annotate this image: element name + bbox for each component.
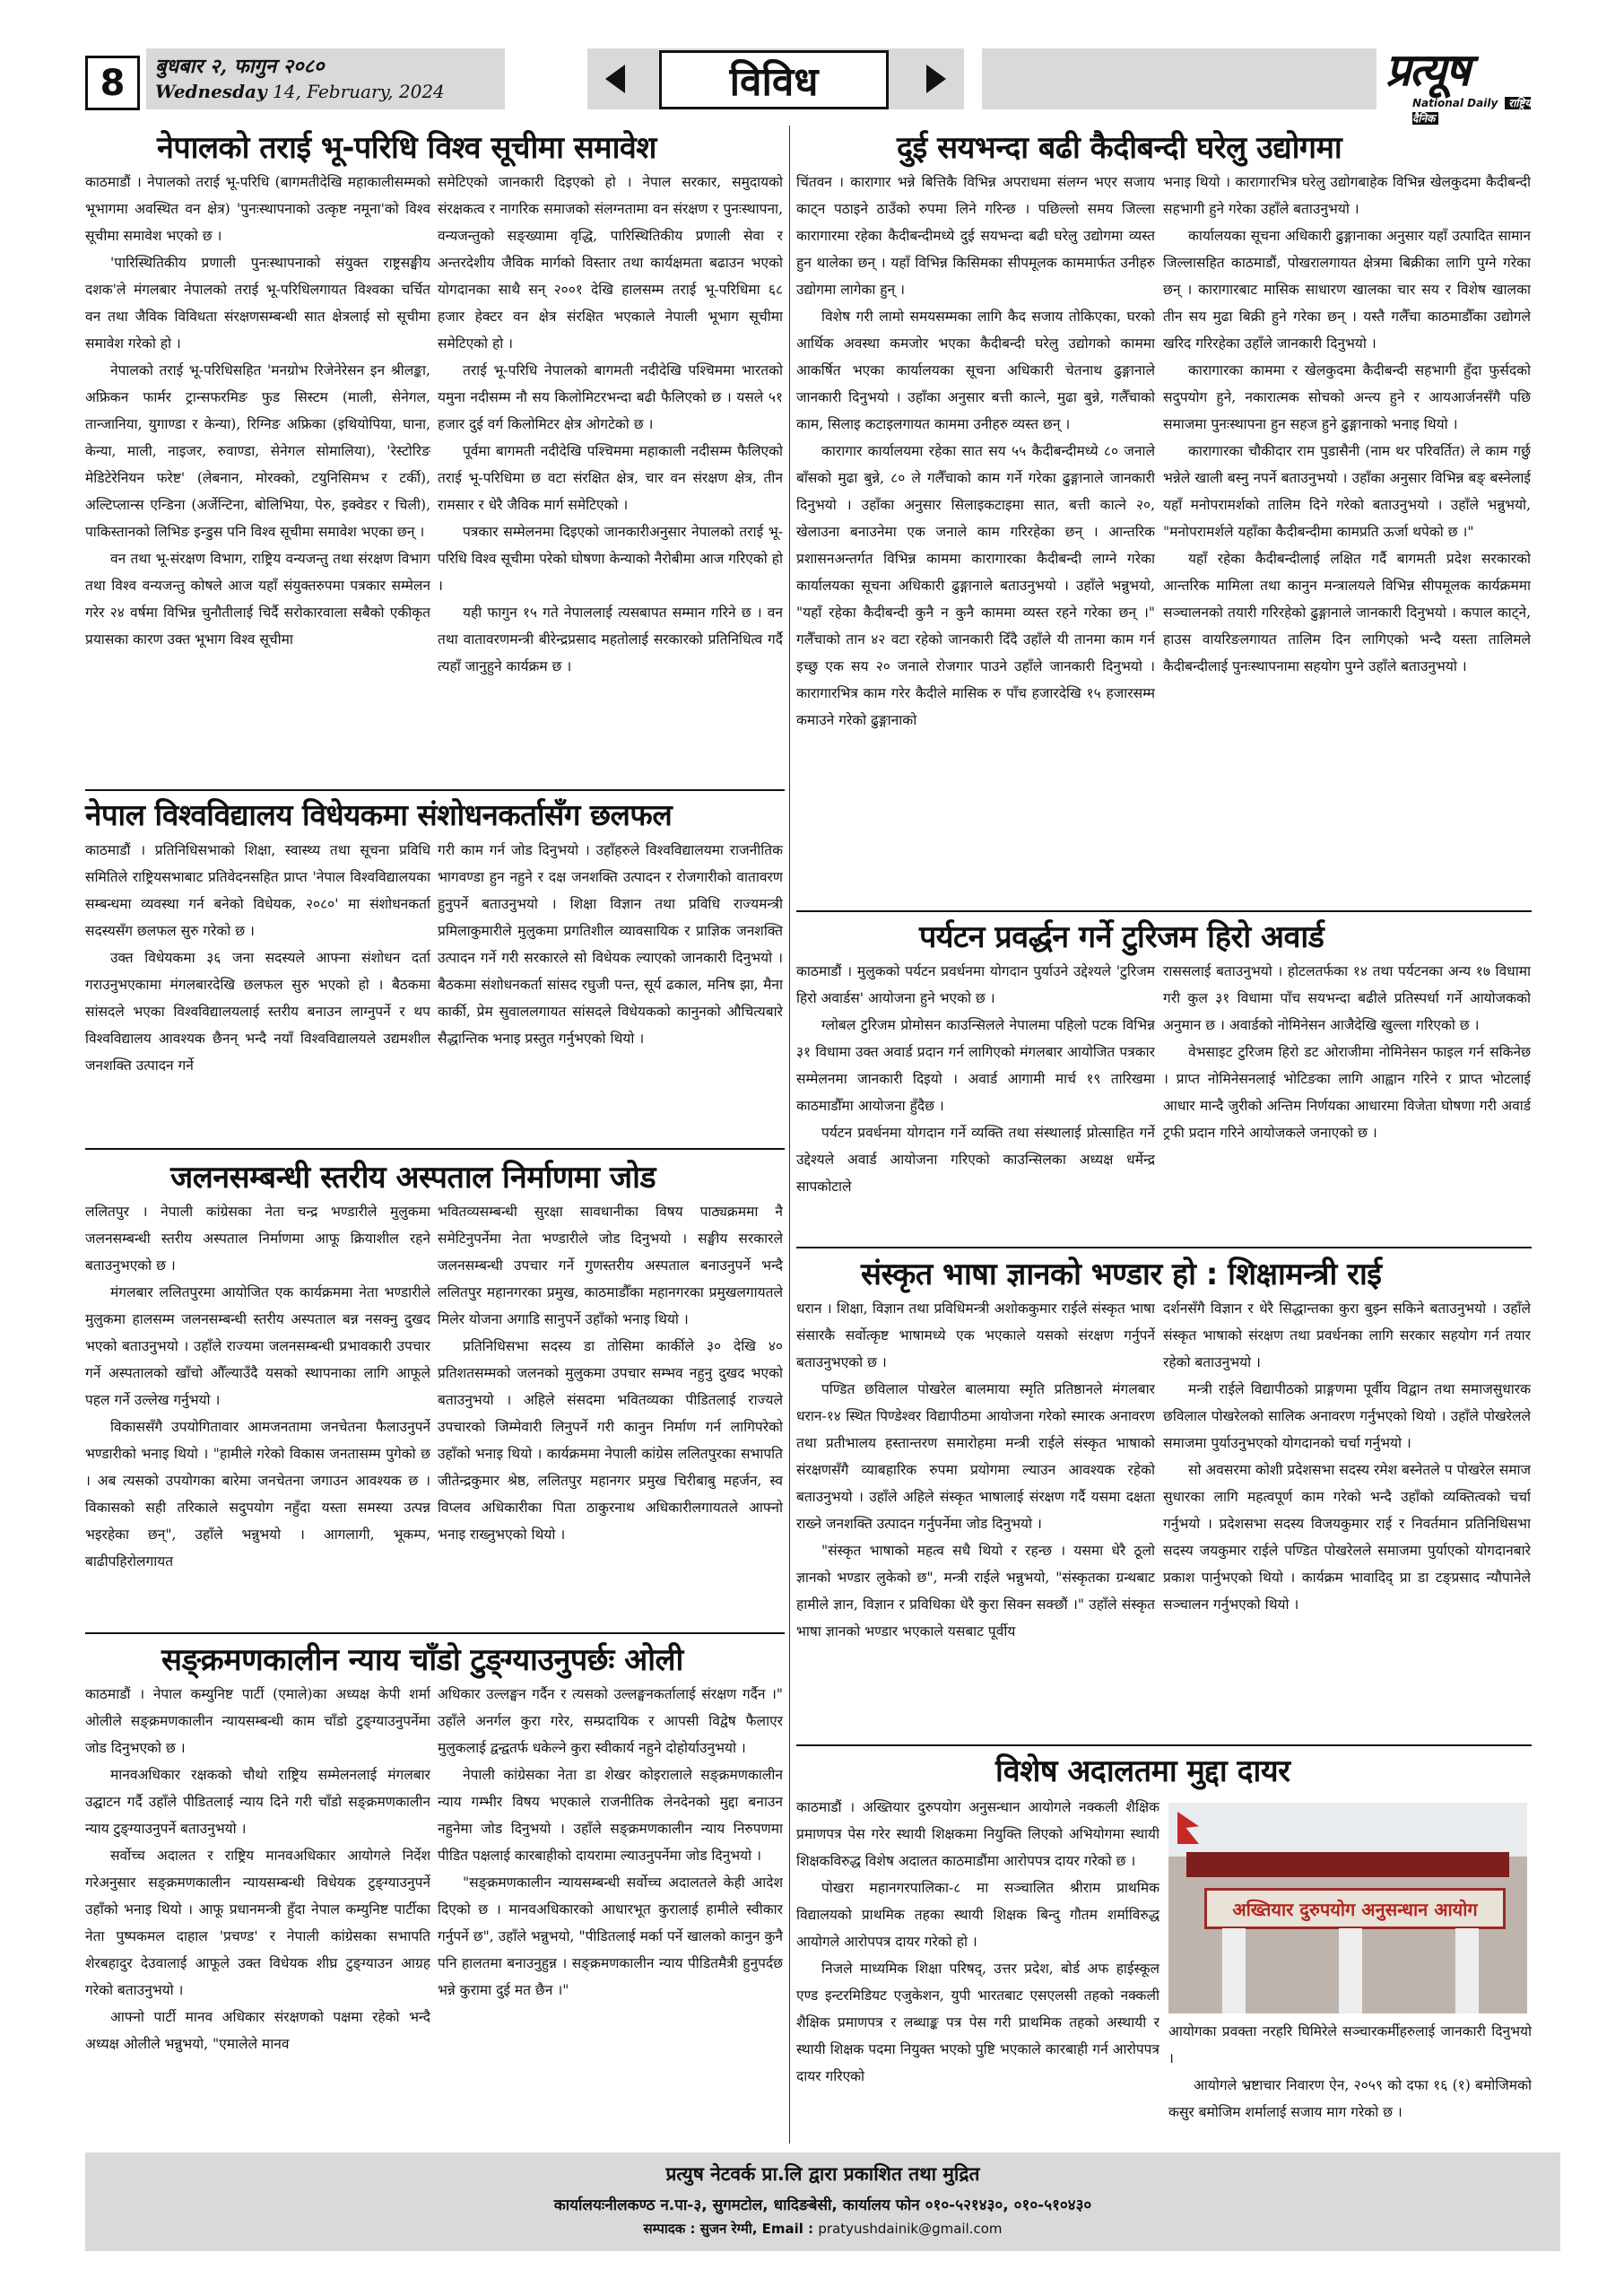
ciaa-office-photo — [1168, 1803, 1527, 2013]
paragraph: चिंतवन । कारागार भन्ने बित्तिकै विभिन्न अपराधमा संलग्न भएर सजाय काट्न पठाइने ठाउँको रुपमा लिने गरिन्छ । पछिल्लो समय जिल्ला कारागारमा रहेका कैदीबन्दीमध्ये दुई सयभन्दा बढी घरेलु उद्योगमा व्यस्त हुन थालेका छन् । यहाँ विभिन्न किसिमका सीपमूलक काममार्फत उनीहरु उद्योगमा लागेका हुन् । — [796, 174, 1155, 298]
headline-sanskrit: संस्कृत भाषा ज्ञानको भण्डार हो : शिक्षामन्त्री राई — [861, 1257, 1382, 1292]
article-justice-col1 — [85, 1681, 430, 2143]
divider — [85, 789, 785, 791]
paragraph: ललितपुर । नेपाली कांग्रेसका नेता चन्द्र भण्डारीले मुलुकमा जलनसम्बन्धी स्तरीय अस्पताल निर्माणमा आफू क्रियाशील रहने बताउनुभएको छ । — [85, 1204, 430, 1274]
paragraph: काठमाडौं । नेपाल कम्युनिष्ट पार्टी (एमाले)का अध्यक्ष केपी शर्मा ओलीले सङ्क्रमणकालीन न्यायसम्बन्धी काम चाँडो टुङ्ग्याउनुपर्नेमा जोड दिनुभएको छ । — [85, 1686, 430, 1756]
paragraph: काठमाडौं । अख्तियार दुरुपयोग अनुसन्धान आयोगले नक्कली शैक्षिक प्रमाणपत्र पेस गरेर स्थायी शिक्षकमा नियुक्ति लिएको अभियोगमा स्थायी शिक्षकविरुद्ध विशेष अदालत काठमाडौंमा आरोपपत्र दायर गरेको छ । — [796, 1799, 1159, 1869]
divider — [796, 1247, 1532, 1248]
article-university-col2 — [438, 837, 783, 1146]
arrow-left-icon — [605, 65, 625, 93]
paragraph: कार्यालयका सूचना अधिकारी ढुङ्गानाका अनुसार यहाँ उत्पादित सामान जिल्लासहित काठमाडौं, पोखरालगायत क्षेत्रमा बिक्रीका लागि पुग्ने गरेका छन् । कारागारबाट मासिक साधारण खालका चार सय र विशेष खालका तीन सय मुढा बिक्री हुने गरेका छन् । यस्तै गलैँचा काठमाडौँका उद्योगले खरिद गरिरहेका उहाँले जानकारी दिनुभयो । — [1163, 228, 1531, 352]
email-link[interactable]: pratyushdainik@gmail.com — [818, 2221, 1003, 2237]
article-justice-col2 — [438, 1681, 783, 2143]
article-university-col1 — [85, 837, 430, 1146]
divider — [796, 1744, 1532, 1746]
divider — [85, 1632, 785, 1634]
paragraph: वेभसाइट टुरिजम हिरो डट ओराजीमा नोमिनेसन फाइल गर्न सकिनेछ । प्राप्त नोमिनेसनलाई भोटिङका लागि आह्वान गरिने र प्राप्त भोटलाई आधार मान्दै जुरीको अन्तिम निर्णयका आधारमा विजेता घोषणा गरी अवार्ड ट्रफी प्रदान गरिने आयोजकले जनाएको छ । — [1163, 1044, 1531, 1141]
photo-pillar — [1222, 1928, 1246, 2013]
paragraph: भवितव्यसम्बन्धी सुरक्षा सावधानीका विषय पाठ्यक्रममा नै समेटिनुपर्नेमा नेता भण्डारीले जोड दिनुभयो । सङ्घीय सरकारले जलनसम्बन्धी उपचार गर्ने गुणस्तरीय अस्पताल बनाउनुपर्ने भन्दै ललितपुर महानगरका प्रमुख, काठमाडौँका महानगरका प्रमुखलगायतले मिलेर योजना अगाडि सानुपर्ने उहाँको भनाइ थियो । — [438, 1204, 783, 1327]
paragraph: गरी काम गर्न जोड दिनुभयो । उहाँहरुले विश्वविद्यालयमा राजनीतिक भागवण्डा हुन नहुने र दक्ष जनशक्ति उत्पादन र रोजगारीको वातावरण हुनुपर्ने बताउनुभयो । शिक्षा विज्ञान तथा प्रविधि राज्यमन्त्री प्रमिलाकुमारीले मुलुकमा प्रगतिशील व्यावसायिक र प्राज्ञिक जनशक्ति उत्पादन गर्ने गरी सरकारले सो विधेयक ल्याएको जानकारी दिनुभयो । बैठकमा संशोधनकर्ता सांसद रघुजी पन्त, सूर्य ढकाल, मनिष झा, मैना कार्की, प्रेम सुवाललगायत सांसदले विधेयकको कानुनको औचित्यबारे सैद्धान्तिक भनाइ प्रस्तुत गर्नुभएको थियो । — [438, 842, 783, 1047]
paragraph: नेपालको तराई भू-परिधिसहित 'मनग्रोभ रिजेनेरेसन इन श्रीलङ्का, अफ्रिकन फार्मर ट्रान्सफरमिङ फुड सिस्टम (माली, सेनेगल, तान्जानिया, युगाण्डा र केन्या), रिग्निङ अफ्रिका (इथियोपिया, घाना, केन्या, माली, नाइजर, रुवाण्डा, सेनेगल सोमालिया), 'रेस्टोरिङ मेडिटेरेनियन फरेष्ट' (लेबनान, मोरक्को, टयुनिसिमभ र टर्की), अल्टिप्लान्स एन्डिना (अर्जेन्टिना, बोलिभिया, पेरु, इक्वेडर र चिली), पाकिस्तानको लिभिङ इन्डुस पनि विश्व सूचीमा समावेश भएका छन् । — [85, 362, 430, 540]
editor-email-line — [85, 2220, 1560, 2238]
paragraph: 'पारिस्थितिकीय प्रणाली पुनःस्थापनाको संयुक्त राष्ट्रसङ्घीय दशक'ले मंगलबार नेपालको तराई भू-परिधिलगायत विश्वका चर्चित वन तथा जैविक विविधता संरक्षणसम्बन्धी सात क्षेत्रलाई सो सूचीमा समावेश गरेको हो । — [85, 255, 430, 352]
paragraph: यही फागुन १५ गते नेपाललाई त्यसबापत सम्मान गरिने छ । वन तथा वातावरणमन्त्री बीरेन्द्रप्रसाद महतोलाई सरकारको प्रतिनिधित्व गर्दै त्यहाँ जानुहुने कार्यक्रम छ । — [438, 604, 783, 674]
photo-pillar — [1339, 1928, 1362, 2013]
paragraph: उक्त विधेयकमा ३६ जना सदस्यले आफ्ना संशोधन दर्ता गराउनुभएकामा मंगलबारदेखि छलफल सुरु भएको हो । बैठकमा सांसदले भएका विश्वविद्यालयलाई स्तरीय बनाउन लाग्नुपर्ने र थप विश्वविद्यालय आवश्यक छैनन् भन्दै नयाँ विश्वविद्यालयले उद्यमशील जनशक्ति उत्पादन गर्ने — [85, 950, 430, 1074]
paragraph: कारागार कार्यालयमा रहेका सात सय ५५ कैदीबन्दीमध्ये ८० जनाले बाँसको मुढा बुन्ने, ८० ले गलैँचाको काम गर्ने गरेका ढुङ्गानाले जानकारी दिनुभयो । उहाँका अनुसार सिलाइकटाइमा सात, बत्ती कात्ने २०, खेलाउना बनाउनेमा एक जनाले काम गरिरहेका छन् । आन्तरिक प्रशासनअन्तर्गत विभिन्न काममा कारागारका कैदीबन्दी लाग्ने गरेका कार्यालयका सूचना अधिकारी ढुङ्गानाले बताउनुभयो । उहाँले भन्नुभयो, "यहाँ रहेका कैदीबन्दी कुनै न कुनै काममा व्यस्त रहने गरेका छन् ।" गलैँचाको तान ४२ वटा रहेको जानकारी दिँदै उहाँले यी तानमा काम गर्न इच्छु एक सय २० जनाले रोजगार पाउने उहाँले जानकारी दिनुभयो । कारागारभित्र काम गरेर कैदीले मासिक रु पाँच हजारदेखि १५ हजारसम्म कमाउने गरेको ढुङ्गानाको — [796, 443, 1155, 728]
paragraph: राससलाई बताउनुभयो । होटलतर्फका १४ तथा पर्यटनका अन्य १७ विधामा गरी कुल ३१ विधामा पाँच सयभन्दा बढीले प्रतिस्पर्धा गर्ने आयोजकको अनुमान छ । अवार्डको नोमिनेसन आजैदेखि खुल्ला गरिएको छ । — [1163, 963, 1531, 1033]
arrow-right-icon — [926, 65, 946, 93]
paragraph: काठमाडौं । नेपालको तराई भू-परिधि (बागमतीदेखि महाकालीसम्मको भूभागमा अवस्थित वन क्षेत्र) 'पुनःस्थापनाको उत्कृष्ट नमूना'को विश्व सूचीमा समावेश भएको छ । — [85, 174, 430, 244]
divider — [85, 1148, 785, 1150]
paragraph: मानवअधिकार रक्षकको चौथो राष्ट्रिय सम्मेलनलाई मंगलबार उद्घाटन गर्दै उहाँले पीडितलाई न्याय दिने गरी चाँडो सङ्क्रमणकालीन न्याय टुङ्ग्याउनुपर्ने बताउनुभयो । — [85, 1767, 430, 1837]
article-sanskrit-col1 — [796, 1295, 1155, 1744]
article-sanskrit-col2 — [1163, 1295, 1531, 1744]
date-english-rest: 14, February, 2024 — [273, 81, 445, 102]
paragraph: काठमाडौं । प्रतिनिधिसभाको शिक्षा, स्वास्थ्य तथा सूचना प्रविधि समितिले राष्ट्रियसभाबाट प्रतिवेदनसहित प्राप्त 'नेपाल विश्वविद्यालयका सम्बन्धमा व्यवस्था गर्न बनेको विधेयक, २०८०' मा संशोधनकर्ता सदस्यसँग छलफल सुरु गरेको छ । — [85, 842, 430, 939]
paragraph: काठमाडौं । मुलुकको पर्यटन प्रवर्धनमा योगदान पुर्याउने उद्देश्यले 'टुरिजम हिरो अवार्डस' आयोजना हुने भएको छ । — [796, 963, 1155, 1006]
headline-university-bill: नेपाल विश्वविद्यालय विधेयकमा संशोधनकर्तासँग छलफल — [85, 797, 673, 832]
photo-caption — [1168, 2018, 1532, 2144]
paragraph: समेटिएको जानकारी दिइएको हो । नेपाल सरकार, समुदायको संरक्षकत्व र नागरिक समाजको संलग्नतामा वन संरक्षण र पुनःस्थापना, वन्यजन्तुको सङ्ख्यामा वृद्धि, पारिस्थितिकीय प्रणाली सेवा र अन्तरदेशीय जैविक मार्गको विस्तार तथा कार्यक्षमता बढाउन भएको योगदानका साथै सन् २००१ देखि हालसम्म तराई भू-परिधिमा ६८ हजार हेक्टर वन क्षेत्र संरक्षित भएकाले नेपाली भूभाग सूचीमा समेटिएको हो । — [438, 174, 783, 352]
paragraph: धरान । शिक्षा, विज्ञान तथा प्रविधिमन्त्री अशोककुमार राईले संस्कृत भाषा संसारकै सर्वोत्कृष्ट भाषामध्ये एक भएकाले यसको संरक्षण गर्नुपर्ने बताउनुभएको छ । — [796, 1300, 1155, 1370]
header-bar-right — [982, 48, 1376, 109]
headline-burn-hospital: जलनसम्बन्धी स्तरीय अस्पताल निर्माणमा जोड — [170, 1160, 656, 1196]
column-divider — [789, 126, 790, 2144]
headline-special-court: विशेष अदालतमा मुद्दा दायर — [995, 1753, 1290, 1789]
logo-sub-np: राष्ट्रिय दैनिक — [1412, 97, 1532, 125]
paragraph: सो अवसरमा कोशी प्रदेशसभा सदस्य रमेश बस्नेतले प पोखरेल समाज सुधारका लागि महत्वपूर्ण काम गरेको भन्दै उहाँको व्यक्तित्वको चर्चा गर्नुभयो । प्रदेशसभा सदस्य विजयकुमार राई र निवर्तमान प्रतिनिधिसभा सदस्य जयकुमार राईले पण्डित पोखरेलले समाजमा पुर्याएको योगदानबारे प्रकाश पार्नुभएको थियो । कार्यक्रम भावादिद् प्रा डा टङ्प्रसाद न्यौपानेले सञ्चालन गर्नुभएको थियो । — [1163, 1462, 1531, 1613]
logo-sub-en: National Daily — [1412, 97, 1498, 109]
photo-pillar — [1455, 1928, 1479, 2013]
publisher-line: प्रत्युष नेटवर्क प्रा.लि द्वारा प्रकाशित तथा मुद्रित — [665, 2163, 980, 2185]
article-terai-col2 — [438, 169, 783, 787]
paragraph: सर्वोच्च अदालत र राष्ट्रिय मानवअधिकार आयोगले निर्देश गरेअनुसार सङ्क्रमणकालीन न्यायसम्बन्धी विधेयक टुङ्ग्याउनुपर्ने उहाँको भनाइ थियो । आफू प्रधानमन्त्री हुँदा नेपाल कम्युनिष्ट पार्टीका नेता पुष्पकमल दाहाल 'प्रचण्ड' र नेपाली कांग्रेसका सभापति शेरबहादुर देउवालाई आफूले उक्त विधेयक शीघ्र टुङ्ग्याउन आग्रह गरेको बताउनुभयो । — [85, 1848, 430, 1998]
date-block — [146, 48, 505, 109]
paragraph: कारागारका काममा र खेलकुदमा कैदीबन्दी सहभागी हुँदा फुर्सदको सदुपयोग हुने, नकारात्मक सोचको अन्त्य हुने र आयआर्जनसँगै पछि समाजमा पुनःस्थापना हुन सहज हुने ढुङ्गानाको भनाइ थियो । — [1163, 362, 1531, 432]
paragraph: निजले माध्यमिक शिक्षा परिषद्, उत्तर प्रदेश, बोर्ड अफ हाईस्कूल एण्ड इन्टरमिडियट एजुकेशन, युपी भारतबाट एसएलसी तहको नक्कली शैक्षिक प्रमाणपत्र र लब्धाङ्क पत्र पेस गरी प्राथमिक तहको अस्थायी र स्थायी शिक्षक पदमा नियुक्त भएको पुष्टि भएकाले कारबाही गर्न आरोपपत्र दायर गरिएको — [796, 1961, 1159, 2084]
paragraph: ग्लोबल टुरिजम प्रोमोसन काउन्सिलले नेपालमा पहिलो पटक विभिन्न ३१ विधामा उक्त अवार्ड प्रदान गर्न लागिएको मंगलबार आयोजित पत्रकार सम्मेलनमा जानकारी दिइयो । अवार्ड आगामी मार्च १९ तारिखमा काठमाडौँमा आयोजना हुँदैछ । — [796, 1017, 1155, 1114]
headline-prison-industry: दुई सयभन्दा बढी कैदीबन्दी घरेलु उद्योगमा — [897, 130, 1342, 166]
date-english — [155, 81, 496, 102]
paragraph: नेपाली कांग्रेसका नेता डा शेखर कोइरालाले सङ्क्रमणकालीन न्याय गम्भीर विषय भएकाले राजनीतिक लेनदेनको मुद्दा बनाउन नहुनेमा जोड दिनुभयो । उहाँले सङ्क्रमणकालीन न्याय निरुपणमा पीडित पक्षलाई कारबाहीको दायरामा ल्याउनुपर्नेमा जोड दिनुभयो । — [438, 1767, 783, 1864]
date-english-day: Wednesday — [155, 81, 267, 102]
article-terai-col1 — [85, 169, 430, 787]
article-burn-col1 — [85, 1198, 430, 1629]
editor-label: सम्पादक : सुजन रेग्मी, Email : — [643, 2221, 819, 2237]
article-prison-col1 — [796, 169, 1155, 913]
section-bar — [587, 48, 964, 109]
logo-title: प्रत्यूष — [1385, 44, 1469, 96]
article-court-col1 — [796, 1794, 1159, 2144]
section-title: विविध — [659, 50, 889, 109]
page-header — [85, 44, 1560, 125]
article-burn-col2 — [438, 1198, 783, 1629]
paragraph: प्रतिनिधिसभा सदस्य डा तोसिमा कार्कीले ३० देखि ४० प्रतिशतसम्मको जलनको मुलुकमा उपचार सम्भव नहुनु दुखद भएको बताउनुभयो । अहिले संसदमा भवितव्यका पीडितलाई राज्यले उपचारको जिम्मेवारी लिनुपर्ने गरी कानुन निर्माण गर्न लागिपरेको उहाँको भनाइ थियो । कार्यक्रममा नेपाली कांग्रेस ललितपुरका सभापति जीतेन्द्रकुमार श्रेष्ठ, ललितपुर महानगर प्रमुख चिरीबाबु महर्जन, स्व विप्लव अधिकारीका पिता ठाकुरनाथ अधिकारीलगायतले आफ्नो भनाइ राख्नुभएको थियो । — [438, 1338, 783, 1543]
caption-text: आयोगका प्रवक्ता नरहरि घिमिरेले सञ्चारकर्मीहरुलाई जानकारी दिनुभयो । — [1168, 2023, 1532, 2066]
paragraph: विशेष गरी लामो समयसम्मका लागि कैद सजाय तोकिएका, घरको आर्थिक अवस्था कमजोर भएका कैदीबन्दी घरेलु उद्योगको काममा आकर्षित भएका कार्यालयका सूचना अधिकारी चेतनाथ ढुङ्गानाले जानकारी दिनुभयो । उहाँका अनुसार बत्ती कात्ने, मुढा बुन्ने, गलैँचाको काम, सिलाइ कटाइलगायत काममा उनीहरु व्यस्त छन् । — [796, 309, 1155, 432]
paragraph: पूर्वमा बागमती नदीदेखि पश्चिममा महाकाली नदीसम्म फैलिएको तराई भू-परिधिमा छ वटा संरक्षित क्षेत्र, चार वन संरक्षण क्षेत्र, तीन रामसार र धेरै जैविक मार्ग समेटिएको । — [438, 443, 783, 513]
paragraph: अधिकार उल्लङ्घन गर्दैन र त्यसको उल्लङ्घनकर्तालाई संरक्षण गर्दैन ।" उहाँले अनर्गल कुरा गरेर, सम्प्रदायिक र आपसी विद्वेष फैलाएर मुलुकलाई द्वन्द्वतर्फ धकेल्ने कुरा स्वीकार्य नहुने दोहोर्याउनुभयो । — [438, 1686, 783, 1756]
paragraph: पोखरा महानगरपालिका-८ मा सञ्चालित श्रीराम प्राथमिक विद्यालयको प्राथमिक तहका स्थायी शिक्षक बिन्दु गौतम शर्माविरुद्ध आयोगले आरोपपत्र दायर गरेको हो । — [796, 1880, 1159, 1950]
logo-subtitle — [1412, 95, 1556, 126]
paragraph: मंगलबार ललितपुरमा आयोजित एक कार्यक्रममा नेता भण्डारीले मुलुकमा हालसम्म जलनसम्बन्धी स्तरीय अस्पताल बन्न नसक्नु दुखद भएको बताउनुभयो । उहाँले राज्यमा जलनसम्बन्धी प्रभावकारी उपचार गर्ने अस्पतालको खाँचो औँल्याउँदै यसको स्थापनाका लागि आफूले पहल गर्ने उल्लेख गर्नुभयो । — [85, 1284, 430, 1408]
photo-roof — [1186, 1852, 1509, 1877]
article-prison-col2 — [1163, 169, 1531, 913]
paragraph: "सङ्क्रमणकालीन न्यायसम्बन्धी सर्वोच्च अदालतले केही आदेश दिएको छ । मानवअधिकारको आधारभूत कुरालाई हामीले स्वीकार गर्नुपर्ने छ", उहाँले भन्नुभयो, "पीडितलाई मर्का पर्ने खालको कानुन कुनै पनि हालतमा बनाउनुहुन्न । सङ्क्रमणकालीन न्याय पीडितमैत्री हुनुपर्दछ भन्ने कुरामा दुई मत छैन ।" — [438, 1874, 783, 1998]
paragraph: आयोगले भ्रष्टाचार निवारण ऐन, २०५९ को दफा १६ (१) बमोजिमको कसुर बमोजिम शर्मालाई सजाय माग गरेको छ । — [1168, 2077, 1532, 2120]
date-nepali: बुधबार २, फागुन २०८० — [155, 55, 325, 78]
paragraph: दर्शनसँगै विज्ञान र धेरै सिद्धान्तका कुरा बुझ्न सकिने बताउनुभयो । उहाँले संस्कृत भाषाको संरक्षण तथा प्रवर्धनका लागि सरकार सहयोग गर्न तयार रहेको बताउनुभयो । — [1163, 1300, 1531, 1370]
paragraph: पर्यटन प्रवर्धनमा योगदान गर्ने व्यक्ति तथा संस्थालाई प्रोत्साहित गर्ने उद्देश्यले अवार्ड आयोजना गरिएको काउन्सिलका अध्यक्ष धर्मेन्द्र सापकोटाले — [796, 1125, 1155, 1195]
photo-signboard: अख्तियार दुरुपयोग अनुसन्धान आयोग — [1204, 1888, 1506, 1929]
paragraph: पण्डित छविलाल पोखरेल बालमाया स्मृति प्रतिष्ठानले मंगलबार धरान-१४ स्थित पिण्डेश्वर विद्यापीठमा आयोजना गरेको स्मारक अनावरण तथा प्रतीभालय हस्तान्तरण समारोहमा मन्त्री राईले संस्कृत भाषाको संरक्षणसँगै व्याबहारिक रुपमा प्रयोगमा ल्याउन आवश्यक रहेको बताउनुभयो । उहाँले अहिले संस्कृत भाषालाई संरक्षण गर्दै यसमा दक्षता राख्ने जनशक्ति उत्पादन गर्नुपर्नेमा जोड दिनुभयो । — [796, 1381, 1155, 1532]
divider — [796, 910, 1532, 912]
paragraph: मन्त्री राईले विद्यापीठको प्राङ्गणमा पूर्वीय विद्वान तथा समाजसुधारक छविलाल पोखरेलको सालिक अनावरण गर्नुभएको थियो । उहाँले पोखरेलले समाजमा पुर्याउनुभएको योगदानको चर्चा गर्नुभयो । — [1163, 1381, 1531, 1451]
office-address: कार्यालयःनीलकण्ठ न.पा-३, सुगमटोल, धादिङबेसी, कार्यालय फोन ०१०-५२१४३०, ०१०-५१०४३० — [553, 2196, 1092, 2214]
paragraph: विकाससँगै उपयोगितावार आमजनतामा जनचेतना फैलाउनुपर्ने भण्डारीको भनाइ थियो । "हामीले गरेको विकास जनतासम्म पुगेको छ । अब त्यसको उपयोगका बारेमा जनचेतना जगाउन आवश्यक छ । विकासको सही तरिकाले सदुपयोग नहुँदा यस्ता समस्या उत्पन्न भइरहेका छन्", उहाँले भन्नुभयो । आगलागी, भूकम्प, बाढीपहिरोलगायत — [85, 1419, 430, 1570]
paragraph: आफ्नो पार्टी मानव अधिकार संरक्षणको पक्षमा रहेको भन्दै अध्यक्ष ओलीले भन्नुभयो, "एमालेले मानव — [85, 2009, 430, 2052]
headline-transitional-justice: सङ्क्रमणकालीन न्याय चाँडो टुङ्ग्याउनुपर्छः ओली — [161, 1642, 683, 1678]
page-footer — [85, 2152, 1560, 2251]
article-tourism-col1 — [796, 958, 1155, 1245]
paragraph: पत्रकार सम्मेलनमा दिइएको जानकारीअनुसार नेपालको तराई भू-परिधि विश्व सूचीमा परेको घोषणा केन्याको नैरोबीमा आज गरिएको हो । — [438, 524, 783, 594]
headline-terai: नेपालको तराई भू-परिधि विश्व सूचीमा समावेश — [157, 130, 656, 166]
masthead-logo — [1385, 44, 1565, 125]
paragraph: यहाँ रहेका कैदीबन्दीलाई लक्षित गर्दै बागमती प्रदेश सरकारको आन्तरिक मामिला तथा कानुन मन्त्रालयले विभिन्न सीपमूलक कार्यक्रममा सञ्चालनको तयारी गरिरहेको ढुङ्गानाले जानकारी दिनुभयो । कपाल काट्ने, हाउस वायरिङलगायत तालिम दिन लागिएको भन्दै यस्ता तालिमले कैदीबन्दीलाई पुनःस्थापनामा सहयोग पुग्ने उहाँले बताउनुभयो । — [1163, 551, 1531, 674]
paragraph: तराई भू-परिधि नेपालको बागमती नदीदेखि पश्चिममा भारतको यमुना नदीसम्म नौ सय किलोमिटरभन्दा बढी फैलिएको छ । यसले ५१ हजार दुई वर्ग किलोमिटर क्षेत्र ओगटेको छ । — [438, 362, 783, 432]
paragraph: भनाइ थियो । कारागारभित्र घरेलु उद्योगबाहेक विभिन्न खेलकुदमा कैदीबन्दी सहभागी हुने गरेका उहाँले बताउनुभयो । — [1163, 174, 1531, 217]
paragraph: वन तथा भू-संरक्षण विभाग, राष्ट्रिय वन्यजन्तु तथा संरक्षण विभाग तथा विश्व वन्यजन्तु कोषले आज यहाँ संयुक्तरुपमा पत्रकार सम्मेलन गरेर २४ वर्षमा विभिन्न चुनौतीलाई चिर्दै सरोकारवाला सबैको एकीकृत प्रयासका कारण उक्त भूभाग विश्व सूचीमा — [85, 551, 430, 648]
paragraph: "संस्कृत भाषाको महत्व सधै थियो र रहन्छ । यसमा धेरै ठूलो ज्ञानको भण्डार लुकेको छ", मन्त्री राईले भन्नुभयो, "संस्कृतका ग्रन्थबाट हामीले ज्ञान, विज्ञान र प्रविधिका धेरै कुरा सिक्न सक्छौं ।" उहाँले संस्कृत भाषा ज्ञानको भण्डार भएकाले यसबाट पूर्वीय — [796, 1543, 1155, 1639]
headline-tourism-award: पर्यटन प्रवर्द्धन गर्ने टुरिजम हिरो अवार्ड — [919, 919, 1324, 955]
paragraph: कारागारका चौकीदार राम पुडासैनी (नाम थर परिवर्तित) ले काम गर्छु भन्नेले खाली बस्नु नपर्ने बताउनुभयो । उहाँका अनुसार विभिन्न बङ् बस्नेलाई यहाँ मनोपरामर्शको तालिम दिने गरेको बताउनुभयो । उहाँले भन्नुभयो, "मनोपरामर्शले यहाँका कैदीबन्दीमा कामप्रति ऊर्जा थपेको छ ।" — [1163, 443, 1531, 540]
article-tourism-col2 — [1163, 958, 1531, 1245]
page-number: 8 — [85, 56, 140, 110]
